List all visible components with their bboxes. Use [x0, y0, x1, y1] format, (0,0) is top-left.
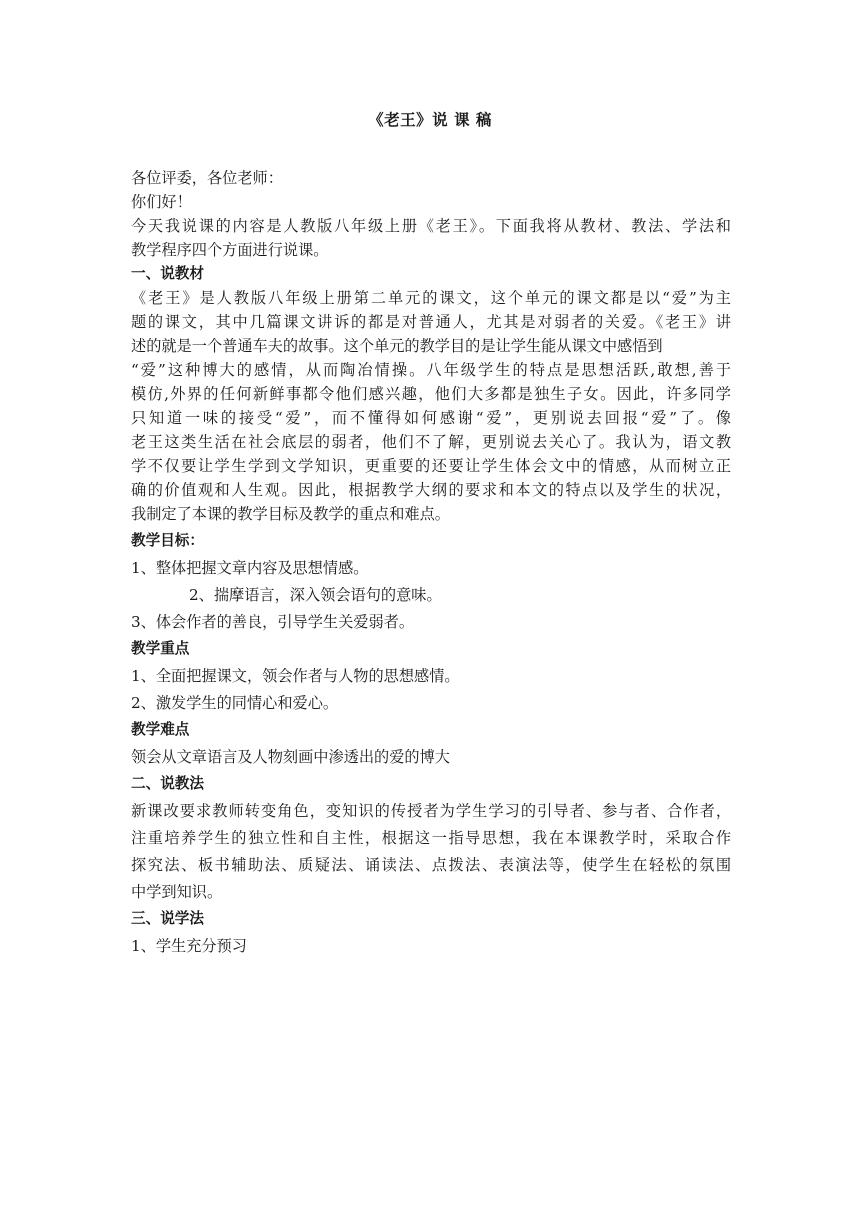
paragraph-line: 《老王》是人教版八年级上册第二单元的课文，这个单元的课文都是以“爱”为主 [131, 289, 731, 307]
document-title: 《老王》说 课 稿 [368, 111, 492, 129]
section-heading: 教学目标： [131, 532, 204, 549]
paragraph-line: 学不仅要让学生学到文学知识，更重要的还要让学生体会文中的情感，从而树立正 [131, 457, 731, 475]
section-heading: 二、说教法 [131, 775, 204, 792]
paragraph-line: 中学到知识。 [131, 883, 223, 901]
greeting-line: 你们好！ [131, 193, 192, 211]
paragraph-line: 探究法、板书辅助法、质疑法、诵读法、点拨法、表演法等，使学生在轻松的氛围 [131, 856, 731, 874]
section-heading: 一、说教材 [131, 265, 204, 282]
list-item: 1、整体把握文章内容及思想情感。 [131, 559, 369, 577]
paragraph-line: 新课改要求教师转变角色，变知识的传授者为学生学习的引导者、参与者、合作者， [131, 802, 731, 820]
paragraph-line: 我制定了本课的教学目标及教学的重点和难点。 [131, 505, 450, 523]
greeting-line: 各位评委，各位老师： [131, 169, 283, 187]
list-item: 1、全面把握课文，领会作者与人物的思想感情。 [131, 667, 460, 685]
paragraph-line: 注重培养学生的独立性和自主性，根据这一指导思想，我在本课教学时，采取合作 [131, 829, 731, 847]
list-item: 2、激发学生的同情心和爱心。 [131, 694, 339, 712]
section-heading: 三、说学法 [131, 910, 204, 927]
section-heading: 教学重点 [131, 640, 190, 657]
section-heading: 教学难点 [131, 721, 190, 738]
paragraph-line: 题的课文，其中几篇课文讲诉的都是对普通人，尤其是对弱者的关爱。《老王》讲 [131, 313, 731, 331]
list-item: 3、体会作者的善良，引导学生关爱弱者。 [131, 613, 415, 631]
document-body [131, 166, 731, 958]
paragraph-line: 模仿,外界的任何新鲜事都令他们感兴趣，他们大多都是独生子女。因此，许多同学 [131, 385, 731, 403]
paragraph-line: 只知道一味的接受“爱”，而不懂得如何感谢“爱”，更别说去回报“爱”了。像 [131, 409, 731, 427]
paragraph-line: 老王这类生活在社会底层的弱者，他们不了解，更别说去关心了。我认为，语文教 [131, 433, 731, 451]
paragraph-line: 述的就是一个普通车夫的故事。这个单元的教学目的是让学生能从课文中感悟到 [131, 337, 663, 355]
paragraph-line: 今天我说课的内容是人教版八年级上册《老王》。下面我将从教材、教法、学法和 [131, 217, 731, 235]
paragraph-line: 领会从文章语言及人物刻画中渗透出的爱的博大 [131, 748, 450, 766]
paragraph-line: “爱”这种博大的感情，从而陶冶情操。八年级学生的特点是思想活跃,敢想,善于 [131, 361, 731, 379]
list-item: 1、学生充分预习 [131, 937, 247, 955]
paragraph-line: 教学程序四个方面进行说课。 [131, 241, 329, 259]
list-item: 2、揣摩语言，深入领会语句的意味。 [189, 586, 442, 604]
paragraph-line: 确的价值观和人生观。因此，根据教学大纲的要求和本文的特点以及学生的状况， [131, 481, 731, 499]
